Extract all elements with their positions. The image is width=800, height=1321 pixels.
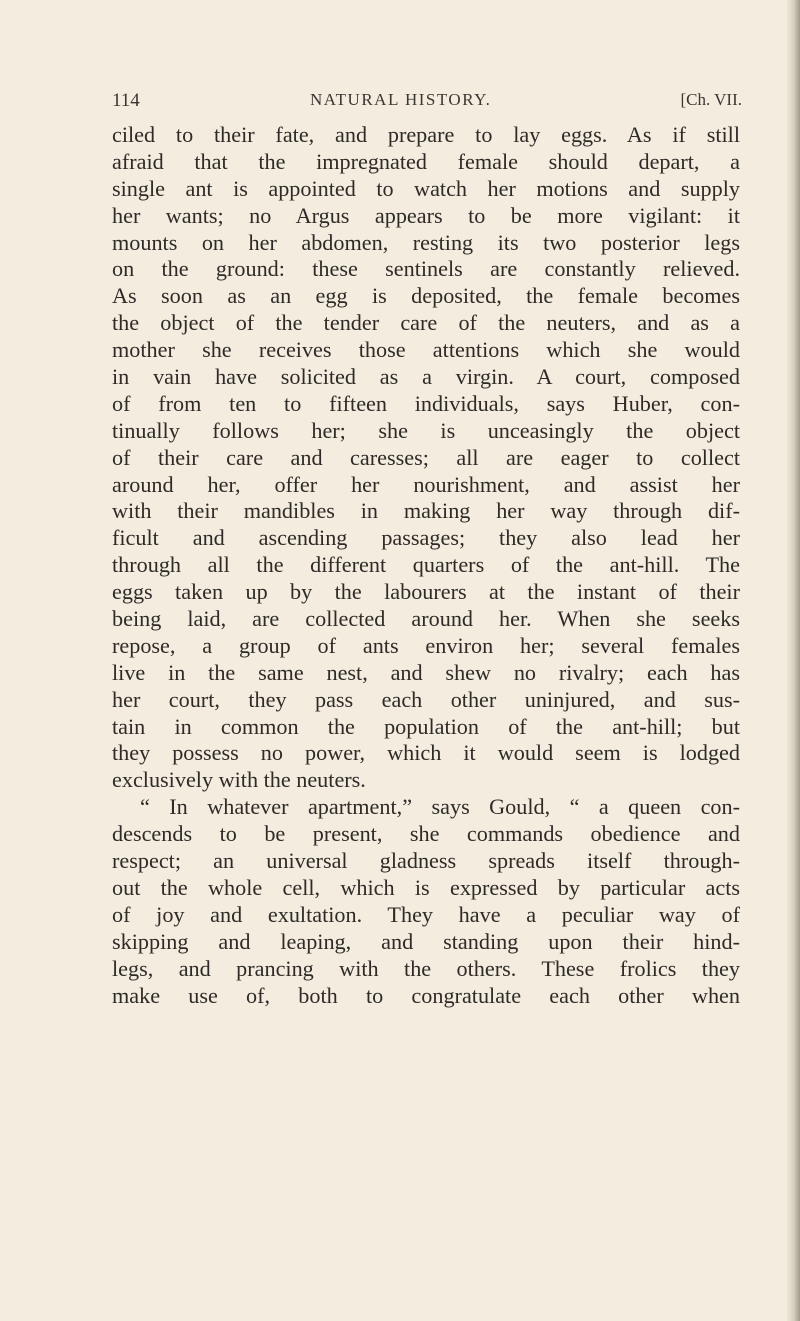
text-line: with their mandibles in making her way through dif- — [112, 498, 740, 524]
page-number: 114 — [112, 90, 140, 111]
text-line: of from ten to fifteen individuals, says Huber, con- — [112, 390, 740, 416]
text-line: around her, offer her nourishment, and assist her — [112, 471, 740, 497]
text-line: As soon as an egg is deposited, the female becomes — [112, 283, 740, 309]
running-title: NATURAL HISTORY. — [310, 90, 492, 109]
text-line: being laid, are collected around her. When she seeks — [112, 606, 740, 632]
text-line: eggs taken up by the labourers at the instant of their — [112, 579, 740, 605]
text-line: “ In whatever apartment,” says Gould, “ a queen con- — [140, 794, 740, 820]
text-line: repose, a group of ants environ her; several females — [112, 632, 740, 658]
text-line: her court, they pass each other uninjured, and sus- — [112, 686, 740, 712]
text-line: through all the different quarters of the ant-hill. The — [112, 552, 740, 578]
text-line: mother she receives those attentions which she would — [112, 337, 740, 363]
text-line: in vain have solicited as a virgin. A court, composed — [112, 364, 740, 390]
text-line: afraid that the impregnated female should depart, a — [112, 148, 740, 174]
page-edge-shadow — [786, 0, 800, 1321]
text-line: single ant is appointed to watch her motions and supply — [112, 175, 740, 201]
text-line: exclusively with the neuters. — [112, 767, 366, 793]
text-line: respect; an universal gladness spreads itself through- — [112, 848, 740, 874]
text-line: they possess no power, which it would seem is lodged — [112, 740, 740, 766]
text-line: her wants; no Argus appears to be more vigilant: it — [112, 202, 740, 228]
text-line: out the whole cell, which is expressed by particular acts — [112, 874, 740, 900]
text-line: skipping and leaping, and standing upon their hind- — [112, 928, 740, 954]
text-line: ficult and ascending passages; they also lead her — [112, 525, 740, 551]
text-line: of joy and exultation. They have a peculiar way of — [112, 901, 740, 927]
text-line: tinually follows her; she is unceasingly the object — [112, 417, 740, 443]
text-line: make use of, both to congratulate each other when — [112, 982, 740, 1008]
text-line: tain in common the population of the ant-hill; but — [112, 713, 740, 739]
text-line: the object of the tender care of the neuters, and as a — [112, 310, 740, 336]
chapter-reference: [Ch. VII. — [680, 90, 742, 109]
text-line: mounts on her abdomen, resting its two posterior legs — [112, 229, 740, 255]
text-line: live in the same nest, and shew no rivalry; each has — [112, 659, 740, 685]
text-line: of their care and caresses; all are eager to collect — [112, 444, 740, 470]
text-line: on the ground: these sentinels are constantly relieved. — [112, 256, 740, 282]
text-line: legs, and prancing with the others. These frolics they — [112, 955, 740, 981]
text-line: ciled to their fate, and prepare to lay eggs. As if still — [112, 122, 740, 147]
body-text — [112, 122, 740, 1009]
text-line: descends to be present, she commands obedience and — [112, 821, 740, 847]
running-head — [112, 90, 742, 114]
